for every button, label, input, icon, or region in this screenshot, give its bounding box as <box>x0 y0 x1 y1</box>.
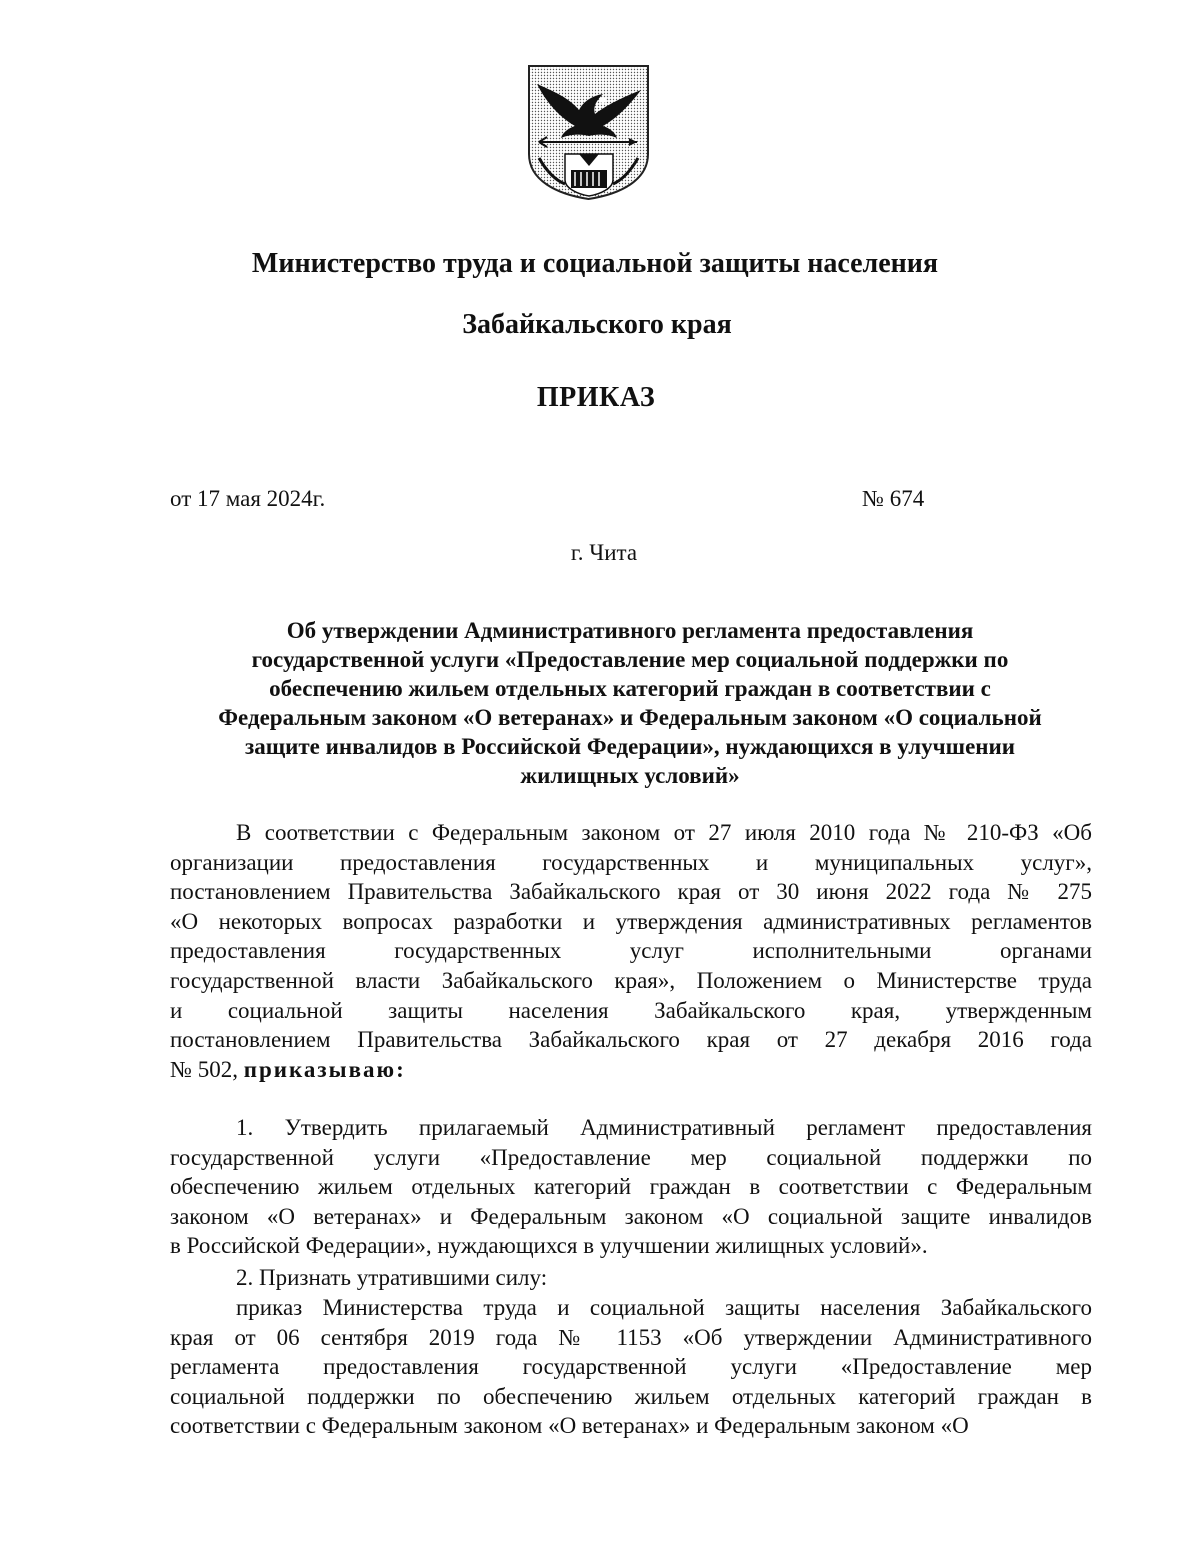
subject-line: обеспечению жильем отдельных категорий граждан в соответствии с <box>269 676 991 701</box>
intro-line: «О некоторых вопросах разработки и утверждения административных регламентов <box>170 908 1092 934</box>
order-number: № 674 <box>862 486 925 511</box>
item-1-line: государственной услуги «Предоставление мер социальной поддержки по <box>170 1144 1092 1170</box>
intro-last-line <box>170 1055 1092 1085</box>
intro-line: постановлением Правительства Забайкальского края от 27 декабря 2016 года <box>170 1027 1092 1053</box>
intro-last-prefix: № 502, <box>170 1056 244 1082</box>
item-2-line: соответствии с Федеральным законом «О ветеранах» и Федеральным законом «О <box>170 1413 969 1439</box>
intro-line: постановлением Правительства Забайкальского края от 30 июня 2022 года № 275 <box>170 879 1092 905</box>
subject-line: жилищных условий» <box>520 763 740 788</box>
ministry-name-line2: Забайкальского края <box>462 309 732 340</box>
intro-line: В соответствии с Федеральным законом от 27 июля 2010 года № 210-ФЗ «Об <box>236 820 1092 845</box>
ministry-name-line1: Министерство труда и социальной защиты населения <box>251 248 939 279</box>
subject-line: Федеральным законом «О ветеранах» и Федеральным законом «О социальной <box>218 705 1042 730</box>
subject-line: государственной услуги «Предоставление мер социальной поддержки по <box>251 647 1009 672</box>
item-2-line: социальной поддержки по обеспечению жильем отдельных категорий граждан в <box>170 1383 1092 1409</box>
intro-line: и социальной защиты населения Забайкальского края, утвержденным <box>170 997 1092 1023</box>
order-title: ПРИКАЗ <box>536 382 656 413</box>
intro-line: государственной власти Забайкальского края», Положением о Министерстве труда <box>170 967 1092 993</box>
order-verb: приказываю: <box>243 1056 406 1082</box>
coat-of-arms-icon <box>525 62 652 202</box>
item-1-last-line: в Российской Федерации», нуждающихся в улучшении жилищных условий». <box>170 1233 928 1259</box>
item-2-line: приказ Министерства труда и социальной защиты населения Забайкальского <box>236 1295 1092 1320</box>
subject-line: Об утверждении Административного регламента предоставления <box>286 618 974 643</box>
intro-paragraph <box>170 818 1092 1084</box>
item-2-line: края от 06 сентября 2019 года № 1153 «Об утверждении Административного <box>170 1324 1092 1350</box>
intro-line: предоставления государственных услуг исполнительными органами <box>170 938 1092 964</box>
intro-line: организации предоставления государственных и муниципальных услуг», <box>170 849 1092 875</box>
item-1-line: законом «О ветеранах» и Федеральным законом «О социальной защите инвалидов <box>170 1203 1092 1229</box>
order-city: г. Чита <box>570 540 638 565</box>
item-1-paragraph <box>170 1113 1092 1261</box>
order-subject <box>160 616 1100 790</box>
item-1-line: обеспечению жильем отдельных категорий граждан в соответствии с Федеральным <box>170 1174 1092 1200</box>
item-2-paragraph <box>170 1293 1092 1441</box>
item-2-heading-paragraph <box>170 1263 1092 1293</box>
item-2-line: регламента предоставления государственной услуги «Предоставление мер <box>170 1354 1092 1380</box>
item-1-line: 1. Утвердить прилагаемый Административный регламент предоставления <box>236 1115 1092 1140</box>
order-date: от 17 мая 2024г. <box>170 486 326 511</box>
subject-line: защите инвалидов в Российской Федерации», нуждающихся в улучшении <box>244 734 1016 759</box>
item-2-heading: 2. Признать утратившими силу: <box>236 1265 548 1290</box>
